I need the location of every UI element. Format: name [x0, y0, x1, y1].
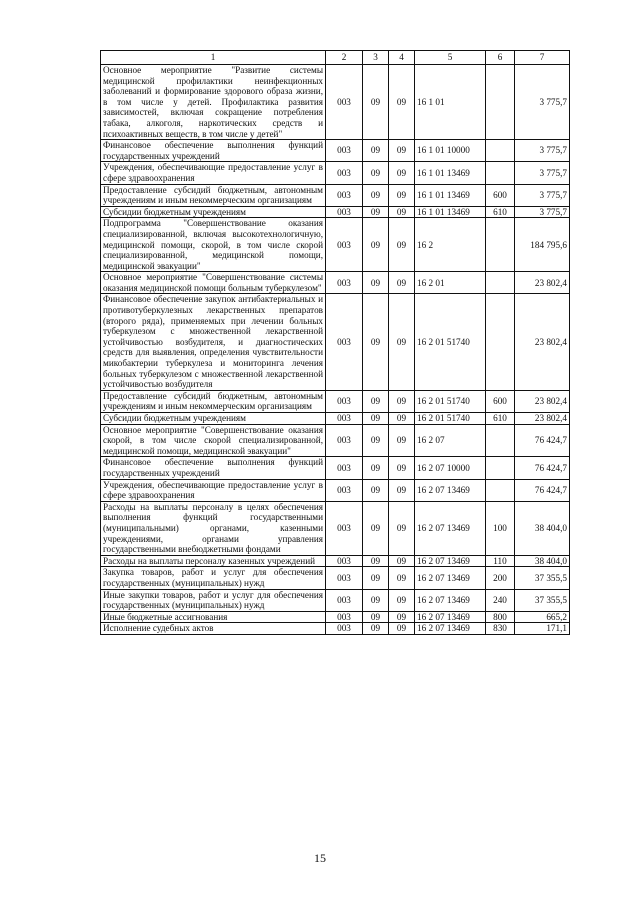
section-cell: 09 — [363, 140, 389, 162]
expense-type-cell — [486, 140, 515, 162]
section-cell: 09 — [363, 206, 389, 218]
row-description: Субсидии бюджетным учреждениям — [101, 413, 326, 425]
section-cell: 09 — [363, 218, 389, 272]
admin-code-cell: 003 — [326, 623, 363, 635]
expense-type-cell — [486, 162, 515, 184]
row-description: Учреждения, обеспечивающие предоставление услуг в сфере здравоохранения — [101, 162, 326, 184]
target-article-cell: 16 1 01 10000 — [415, 140, 486, 162]
admin-code-cell: 003 — [326, 555, 363, 567]
section-cell: 09 — [363, 457, 389, 479]
column-header: 7 — [515, 51, 570, 65]
expense-type-cell: 610 — [486, 413, 515, 425]
expense-type-cell: 100 — [486, 501, 515, 555]
expense-type-cell: 600 — [486, 184, 515, 206]
subsection-cell: 09 — [389, 589, 415, 611]
admin-code-cell: 003 — [326, 65, 363, 140]
section-cell: 09 — [363, 162, 389, 184]
header-row — [101, 51, 570, 65]
table-row — [101, 162, 570, 184]
subsection-cell: 09 — [389, 501, 415, 555]
expense-type-cell: 610 — [486, 206, 515, 218]
subsection-cell: 09 — [389, 424, 415, 457]
row-description: Иные закупки товаров, работ и услуг для обеспечения государственных (муниципальных) нужд — [101, 589, 326, 611]
amount-cell: 76 424,7 — [515, 479, 570, 501]
expense-type-cell: 200 — [486, 567, 515, 589]
table-row — [101, 140, 570, 162]
subsection-cell: 09 — [389, 184, 415, 206]
subsection-cell: 09 — [389, 140, 415, 162]
admin-code-cell: 003 — [326, 218, 363, 272]
admin-code-cell: 003 — [326, 294, 363, 390]
amount-cell: 171,1 — [515, 623, 570, 635]
admin-code-cell: 003 — [326, 390, 363, 412]
table-row — [101, 457, 570, 479]
subsection-cell: 09 — [389, 390, 415, 412]
column-header: 6 — [486, 51, 515, 65]
row-description: Основное мероприятие "Совершенствование системы оказания медицинской помощи больным туберкулезом" — [101, 272, 326, 294]
expense-type-cell: 830 — [486, 623, 515, 635]
amount-cell: 3 775,7 — [515, 65, 570, 140]
target-article-cell: 16 2 01 51740 — [415, 390, 486, 412]
target-article-cell: 16 2 07 10000 — [415, 457, 486, 479]
amount-cell: 184 795,6 — [515, 218, 570, 272]
target-article-cell: 16 1 01 13469 — [415, 184, 486, 206]
row-description: Подпрограмма "Совершенствование оказания специализированной, включая высокотехнологичную, медицинской помощи, скорой, в том числе скорой специализированной, медицинской помощи, медицинской эвакуации" — [101, 218, 326, 272]
subsection-cell: 09 — [389, 206, 415, 218]
column-header: 4 — [389, 51, 415, 65]
table-row — [101, 294, 570, 390]
table-row — [101, 589, 570, 611]
row-description: Финансовое обеспечение закупок антибактериальных и противотуберкулезных лекарственных препаратов (второго ряда), применяемых при лечении больных туберкулезом с множественной лекарственной устойчивостью возбудителя, и диагностических средств для выявления, определения чувствительности микобактерии туберкулеза и мониторинга лечения больных туберкулезом с множественной лекарственной устойчивостью возбудителя — [101, 294, 326, 390]
admin-code-cell: 003 — [326, 567, 363, 589]
budget-table — [100, 50, 570, 635]
amount-cell: 3 775,7 — [515, 140, 570, 162]
table-row — [101, 424, 570, 457]
row-description: Предоставление субсидий бюджетным, автономным учреждениям и иным некоммерческим организациям — [101, 184, 326, 206]
row-description: Закупка товаров, работ и услуг для обеспечения государственных (муниципальных) нужд — [101, 567, 326, 589]
target-article-cell: 16 2 07 13469 — [415, 567, 486, 589]
target-article-cell: 16 2 07 13469 — [415, 501, 486, 555]
target-article-cell: 16 1 01 13469 — [415, 162, 486, 184]
admin-code-cell: 003 — [326, 589, 363, 611]
section-cell: 09 — [363, 555, 389, 567]
section-cell: 09 — [363, 623, 389, 635]
subsection-cell: 09 — [389, 623, 415, 635]
target-article-cell: 16 2 01 51740 — [415, 294, 486, 390]
expense-type-cell: 240 — [486, 589, 515, 611]
table-row — [101, 623, 570, 635]
amount-cell: 23 802,4 — [515, 413, 570, 425]
amount-cell: 23 802,4 — [515, 294, 570, 390]
expense-type-cell — [486, 65, 515, 140]
admin-code-cell: 003 — [326, 413, 363, 425]
row-description: Субсидии бюджетным учреждениям — [101, 206, 326, 218]
target-article-cell: 16 2 01 51740 — [415, 413, 486, 425]
target-article-cell: 16 2 07 13469 — [415, 611, 486, 623]
target-article-cell: 16 2 07 13469 — [415, 623, 486, 635]
subsection-cell: 09 — [389, 479, 415, 501]
admin-code-cell: 003 — [326, 479, 363, 501]
amount-cell: 665,2 — [515, 611, 570, 623]
admin-code-cell: 003 — [326, 272, 363, 294]
table-row — [101, 479, 570, 501]
amount-cell: 37 355,5 — [515, 567, 570, 589]
row-description: Финансовое обеспечение выполнения функций государственных учреждений — [101, 457, 326, 479]
amount-cell: 3 775,7 — [515, 184, 570, 206]
subsection-cell: 09 — [389, 294, 415, 390]
table-row — [101, 206, 570, 218]
column-header: 5 — [415, 51, 486, 65]
amount-cell: 38 404,0 — [515, 501, 570, 555]
target-article-cell: 16 2 07 — [415, 424, 486, 457]
amount-cell: 38 404,0 — [515, 555, 570, 567]
subsection-cell: 09 — [389, 555, 415, 567]
section-cell: 09 — [363, 65, 389, 140]
row-description: Расходы на выплаты персоналу в целях обеспечения выполнения функций государственными (муниципальными) органами, казенными учреждениями, органами управления государственными внебюджетными фондами — [101, 501, 326, 555]
admin-code-cell: 003 — [326, 162, 363, 184]
row-description: Исполнение судебных актов — [101, 623, 326, 635]
target-article-cell: 16 2 07 13469 — [415, 589, 486, 611]
section-cell: 09 — [363, 413, 389, 425]
section-cell: 09 — [363, 567, 389, 589]
table-row — [101, 272, 570, 294]
section-cell: 09 — [363, 294, 389, 390]
column-header: 1 — [101, 51, 326, 65]
subsection-cell: 09 — [389, 413, 415, 425]
row-description: Расходы на выплаты персоналу казенных учреждений — [101, 555, 326, 567]
expense-type-cell — [486, 272, 515, 294]
amount-cell: 37 355,5 — [515, 589, 570, 611]
table-row — [101, 413, 570, 425]
expense-type-cell — [486, 294, 515, 390]
table-row — [101, 567, 570, 589]
section-cell: 09 — [363, 390, 389, 412]
subsection-cell: 09 — [389, 65, 415, 140]
amount-cell: 76 424,7 — [515, 457, 570, 479]
amount-cell: 23 802,4 — [515, 390, 570, 412]
expense-type-cell: 110 — [486, 555, 515, 567]
target-article-cell: 16 2 — [415, 218, 486, 272]
expense-type-cell — [486, 479, 515, 501]
admin-code-cell: 003 — [326, 424, 363, 457]
admin-code-cell: 003 — [326, 184, 363, 206]
column-header: 3 — [363, 51, 389, 65]
table-row — [101, 65, 570, 140]
amount-cell: 3 775,7 — [515, 206, 570, 218]
subsection-cell: 09 — [389, 567, 415, 589]
section-cell: 09 — [363, 589, 389, 611]
target-article-cell: 16 1 01 13469 — [415, 206, 486, 218]
row-description: Финансовое обеспечение выполнения функций государственных учреждений — [101, 140, 326, 162]
target-article-cell: 16 2 07 13469 — [415, 555, 486, 567]
target-article-cell: 16 2 01 — [415, 272, 486, 294]
row-description: Иные бюджетные ассигнования — [101, 611, 326, 623]
subsection-cell: 09 — [389, 218, 415, 272]
table-row — [101, 501, 570, 555]
page-number: 15 — [314, 851, 326, 865]
subsection-cell: 09 — [389, 272, 415, 294]
section-cell: 09 — [363, 501, 389, 555]
table-row — [101, 184, 570, 206]
target-article-cell: 16 2 07 13469 — [415, 479, 486, 501]
expense-type-cell: 800 — [486, 611, 515, 623]
amount-cell: 23 802,4 — [515, 272, 570, 294]
row-description: Основное мероприятие "Совершенствование оказания скорой, в том числе скорой специализированной, медицинской помощи, медицинской эвакуации" — [101, 424, 326, 457]
amount-cell: 76 424,7 — [515, 424, 570, 457]
section-cell: 09 — [363, 272, 389, 294]
expense-type-cell — [486, 457, 515, 479]
target-article-cell: 16 1 01 — [415, 65, 486, 140]
table-row — [101, 390, 570, 412]
column-header: 2 — [326, 51, 363, 65]
admin-code-cell: 003 — [326, 206, 363, 218]
row-description: Предоставление субсидий бюджетным, автономным учреждениям и иным некоммерческим организациям — [101, 390, 326, 412]
admin-code-cell: 003 — [326, 501, 363, 555]
admin-code-cell: 003 — [326, 140, 363, 162]
expense-type-cell — [486, 424, 515, 457]
section-cell: 09 — [363, 424, 389, 457]
section-cell: 09 — [363, 184, 389, 206]
subsection-cell: 09 — [389, 457, 415, 479]
subsection-cell: 09 — [389, 611, 415, 623]
row-description: Учреждения, обеспечивающие предоставление услуг в сфере здравоохранения — [101, 479, 326, 501]
admin-code-cell: 003 — [326, 457, 363, 479]
admin-code-cell: 003 — [326, 611, 363, 623]
section-cell: 09 — [363, 611, 389, 623]
row-description: Основное мероприятие "Развитие системы медицинской профилактики неинфекционных заболеваний и формирование здорового образа жизни, в том числе у детей. Профилактика развития зависимостей, включая сокращение потребления табака, алкоголя, наркотических средств и психоактивных веществ, в том числе у детей" — [101, 65, 326, 140]
table-row — [101, 611, 570, 623]
expense-type-cell: 600 — [486, 390, 515, 412]
subsection-cell: 09 — [389, 162, 415, 184]
amount-cell: 3 775,7 — [515, 162, 570, 184]
expense-type-cell — [486, 218, 515, 272]
table-row — [101, 555, 570, 567]
table-row — [101, 218, 570, 272]
section-cell: 09 — [363, 479, 389, 501]
